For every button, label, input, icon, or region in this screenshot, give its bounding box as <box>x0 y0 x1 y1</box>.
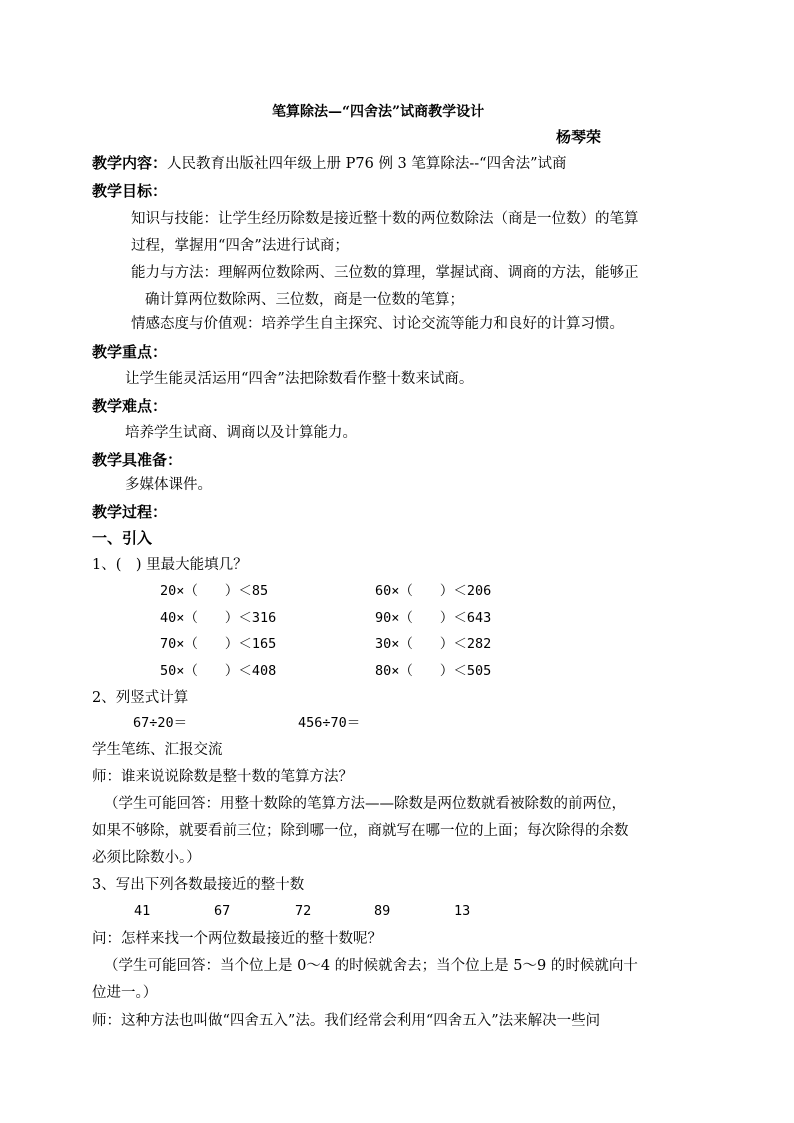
key-label: 教学重点： <box>92 343 168 361</box>
inequality-left-4: 50×（ ）＜408 <box>160 663 277 679</box>
goal-knowledge-line-1: 知识与技能：让学生经历除数是接近整十数的两位数除法（商是一位数）的笔算 <box>131 211 639 227</box>
inequality-right-2: 90×（ ）＜643 <box>375 610 492 626</box>
goal-ability-line-2: 确计算两位数除两、三位数，商是一位数的笔算； <box>145 292 464 308</box>
student-answer-1-line-1: （学生可能回答：用整十数除的笔算方法——除数是两位数就看被除数的前两位， <box>104 796 626 812</box>
inequality-left-1: 20×（ ）＜85 <box>160 583 269 599</box>
document-title: 笔算除法—“四舍法”试商教学设计 <box>272 104 485 120</box>
inequality-left-2: 40×（ ）＜316 <box>160 610 277 626</box>
goals-label: 教学目标： <box>92 182 168 200</box>
inequality-left-3: 70×（ ）＜165 <box>160 636 277 652</box>
question-2-label: 2、列竖式计算 <box>92 690 189 706</box>
inequality-right-4: 80×（ ）＜505 <box>375 663 492 679</box>
division-item-2: 456÷70＝ <box>298 715 361 731</box>
key-text: 让学生能灵活运用“四舍”法把除数看作整十数来试商。 <box>125 371 474 387</box>
difficulty-label: 教学难点： <box>92 397 168 415</box>
content-text: 人民教育出版社四年级上册 P76 例 3 笔算除法--“四舍法”试商 <box>167 156 567 172</box>
goal-attitude-line: 情感态度与价值观：培养学生自主探究、讨论交流等能力和良好的计算习惯。 <box>131 316 624 332</box>
inequality-right-1: 60×（ ）＜206 <box>375 583 492 599</box>
number-1: 41 <box>134 903 151 919</box>
content-label: 教学内容： <box>92 154 168 172</box>
practice-text: 学生笔练、汇报交流 <box>92 742 223 758</box>
tools-text: 多媒体课件。 <box>125 477 212 493</box>
question-1-label: 1、( ) 里最大能填几？ <box>92 557 248 573</box>
inequality-right-3: 30×（ ）＜282 <box>375 636 492 652</box>
division-item-1: 67÷20＝ <box>133 715 188 731</box>
author-name: 杨琴荣 <box>556 128 602 146</box>
section-intro-heading: 一、引入 <box>92 529 153 547</box>
student-answer-2-line-2: 位进一。） <box>92 985 158 1001</box>
goal-knowledge-line-2: 过程，掌握用“四舍”法进行试商； <box>131 238 349 254</box>
student-answer-2-line-1: （学生可能回答：当个位上是 0～4 的时候就舍去；当个位上是 5～9 的时候就向十 <box>104 958 638 974</box>
tools-label: 教学具准备： <box>92 451 183 469</box>
student-answer-1-line-2: 如果不够除，就要看前三位；除到哪一位，商就写在哪一位的上面；每次除得的余数 <box>92 823 629 839</box>
number-3: 72 <box>295 903 312 919</box>
content-line <box>92 153 567 174</box>
teacher-question-1: 师：谁来说说除数是整十数的笔算方法？ <box>92 769 353 785</box>
number-5: 13 <box>454 903 471 919</box>
question-3-label: 3、写出下列各数最接近的整十数 <box>92 877 305 893</box>
difficulty-text: 培养学生试商、调商以及计算能力。 <box>125 425 357 441</box>
ask-text: 问：怎样来找一个两位数最接近的整十数呢？ <box>92 931 382 947</box>
number-4: 89 <box>374 903 391 919</box>
goal-ability-line-1: 能力与方法：理解两位数除两、三位数的算理，掌握试商、调商的方法，能够正 <box>131 265 639 281</box>
teacher-closing-line: 师：这种方法也叫做“四舍五入”法。我们经常会利用“四舍五入”法来解决一些问 <box>92 1013 601 1029</box>
student-answer-1-line-3: 必须比除数小。） <box>92 850 201 866</box>
number-2: 67 <box>214 903 231 919</box>
process-label: 教学过程： <box>92 503 168 521</box>
